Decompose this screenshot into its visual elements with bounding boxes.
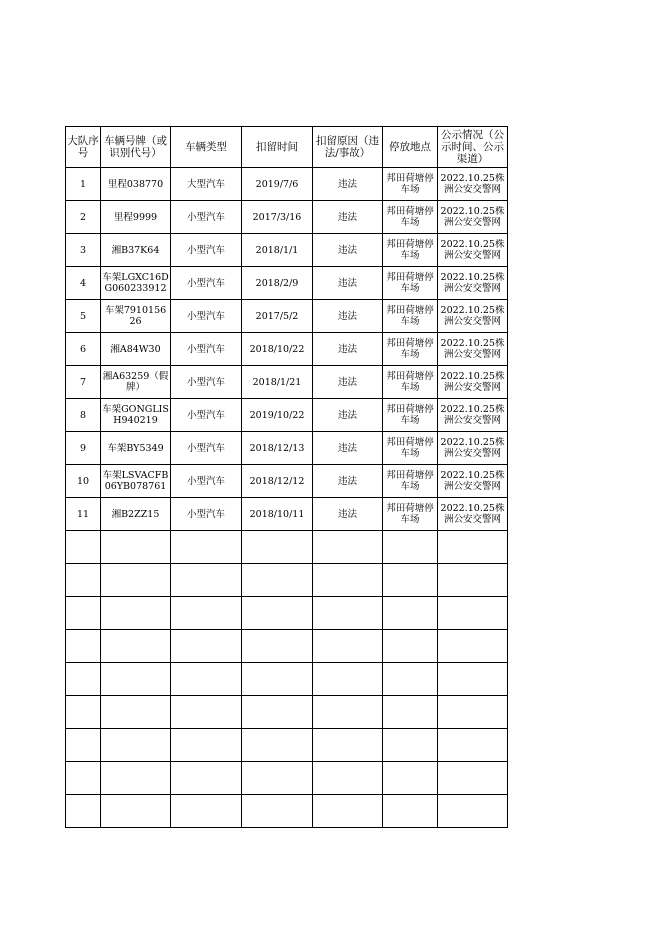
cell-notice[interactable] (438, 267, 508, 300)
empty-cell[interactable] (101, 795, 171, 828)
empty-cell[interactable] (66, 531, 101, 564)
cell-notice-text: 2022.10.25株洲公安交警网 (440, 272, 505, 294)
empty-cell[interactable] (242, 597, 313, 630)
empty-cell[interactable] (438, 630, 508, 663)
empty-cell[interactable] (242, 630, 313, 663)
cell-vehicle-type[interactable]: 小型汽车 (171, 201, 242, 234)
empty-cell[interactable] (313, 795, 383, 828)
cell-plate[interactable] (101, 399, 171, 432)
header-cell-parking-location[interactable]: 停放地点 (383, 127, 438, 168)
empty-cell[interactable] (383, 597, 438, 630)
empty-cell[interactable] (313, 531, 383, 564)
table-row (66, 432, 508, 465)
cell-impound-reason[interactable]: 违法 (313, 465, 383, 498)
cell-plate-text: 里程038770 (107, 178, 164, 190)
cell-impound-reason[interactable]: 违法 (313, 333, 383, 366)
cell-team-no[interactable]: 7 (66, 366, 101, 399)
empty-cell[interactable] (66, 729, 101, 762)
cell-parking-location[interactable]: 邦田荷塘停车场 (383, 366, 438, 399)
cell-team-no[interactable]: 1 (66, 168, 101, 201)
cell-vehicle-type[interactable]: 小型汽车 (171, 300, 242, 333)
cell-impound-time[interactable]: 2018/12/13 (242, 432, 313, 465)
cell-notice[interactable] (438, 366, 508, 399)
cell-impound-reason[interactable]: 违法 (313, 168, 383, 201)
empty-cell[interactable] (101, 729, 171, 762)
cell-vehicle-type[interactable]: 小型汽车 (171, 432, 242, 465)
empty-row (66, 663, 508, 696)
empty-cell[interactable] (313, 663, 383, 696)
empty-cell[interactable] (242, 696, 313, 729)
empty-cell[interactable] (242, 729, 313, 762)
table-row (66, 201, 508, 234)
empty-cell[interactable] (383, 795, 438, 828)
cell-team-no[interactable]: 8 (66, 399, 101, 432)
empty-row (66, 795, 508, 828)
cell-notice-text: 2022.10.25株洲公安交警网 (440, 437, 505, 459)
cell-team-no[interactable]: 10 (66, 465, 101, 498)
empty-cell[interactable] (383, 762, 438, 795)
empty-cell[interactable] (66, 597, 101, 630)
empty-cell[interactable] (171, 663, 242, 696)
header-cell-plate[interactable]: 车辆号牌（或识别代号） (101, 127, 171, 168)
cell-impound-reason[interactable]: 违法 (313, 399, 383, 432)
empty-cell[interactable] (313, 696, 383, 729)
empty-cell[interactable] (66, 564, 101, 597)
cell-parking-location[interactable]: 邦田荷塘停车场 (383, 399, 438, 432)
cell-vehicle-type[interactable]: 小型汽车 (171, 267, 242, 300)
cell-notice[interactable] (438, 300, 508, 333)
empty-cell[interactable] (383, 630, 438, 663)
empty-row (66, 564, 508, 597)
empty-cell[interactable] (313, 597, 383, 630)
cell-notice[interactable] (438, 201, 508, 234)
cell-vehicle-type[interactable]: 小型汽车 (171, 234, 242, 267)
empty-cell[interactable] (242, 795, 313, 828)
empty-cell[interactable] (242, 762, 313, 795)
empty-cell[interactable] (242, 531, 313, 564)
cell-notice-text: 2022.10.25株洲公安交警网 (440, 173, 505, 195)
header-cell-team-no[interactable]: 大队序号 (66, 127, 101, 168)
cell-plate-text: 车架GONGLISH940219 (102, 404, 169, 426)
empty-cell[interactable] (383, 531, 438, 564)
cell-notice-text: 2022.10.25株洲公安交警网 (440, 338, 505, 360)
empty-cell[interactable] (66, 696, 101, 729)
cell-vehicle-type[interactable]: 小型汽车 (171, 465, 242, 498)
cell-plate-text: 车架LSVACFB06YB078761 (102, 470, 169, 492)
cell-team-no[interactable]: 11 (66, 498, 101, 531)
empty-cell[interactable] (438, 729, 508, 762)
cell-team-no[interactable]: 6 (66, 333, 101, 366)
cell-plate-text: 湘A63259（假牌） (102, 371, 169, 393)
cell-notice-text: 2022.10.25株洲公安交警网 (440, 503, 505, 525)
cell-notice-text: 2022.10.25株洲公安交警网 (440, 305, 505, 327)
cell-plate-text: 车架791015626 (104, 305, 167, 327)
cell-team-no[interactable]: 4 (66, 267, 101, 300)
cell-notice[interactable] (438, 234, 508, 267)
table-row (66, 267, 508, 300)
cell-impound-time[interactable]: 2018/10/11 (242, 498, 313, 531)
empty-cell[interactable] (438, 597, 508, 630)
empty-cell[interactable] (101, 696, 171, 729)
empty-cell[interactable] (171, 564, 242, 597)
cell-impound-time[interactable]: 2019/7/6 (242, 168, 313, 201)
empty-cell[interactable] (313, 630, 383, 663)
cell-plate[interactable] (101, 498, 171, 531)
cell-plate[interactable] (101, 267, 171, 300)
header-row (66, 127, 508, 168)
empty-cell[interactable] (101, 597, 171, 630)
cell-impound-reason[interactable]: 违法 (313, 300, 383, 333)
cell-plate-text: 湘B2ZZ15 (111, 508, 160, 520)
empty-row (66, 762, 508, 795)
empty-cell[interactable] (171, 696, 242, 729)
cell-vehicle-type[interactable]: 小型汽车 (171, 399, 242, 432)
header-cell-impound-reason[interactable]: 扣留原因（违法/事故） (313, 127, 383, 168)
empty-cell[interactable] (171, 531, 242, 564)
cell-plate[interactable] (101, 300, 171, 333)
cell-impound-time[interactable]: 2018/2/9 (242, 267, 313, 300)
empty-cell[interactable] (313, 729, 383, 762)
cell-plate[interactable] (101, 366, 171, 399)
table-row (66, 333, 508, 366)
cell-impound-time[interactable]: 2018/12/12 (242, 465, 313, 498)
cell-parking-location[interactable]: 邦田荷塘停车场 (383, 201, 438, 234)
cell-parking-location[interactable]: 邦田荷塘停车场 (383, 267, 438, 300)
cell-notice-text: 2022.10.25株洲公安交警网 (440, 470, 505, 492)
table-row (66, 234, 508, 267)
empty-cell[interactable] (171, 597, 242, 630)
empty-cell[interactable] (313, 762, 383, 795)
empty-cell[interactable] (101, 663, 171, 696)
empty-row (66, 531, 508, 564)
empty-cell[interactable] (171, 729, 242, 762)
impound-vehicle-table (65, 126, 508, 828)
empty-cell[interactable] (383, 729, 438, 762)
empty-cell[interactable] (171, 762, 242, 795)
empty-cell[interactable] (242, 564, 313, 597)
cell-plate-text: 车架BY5349 (107, 442, 164, 454)
cell-notice-text: 2022.10.25株洲公安交警网 (440, 404, 505, 426)
cell-vehicle-type[interactable]: 小型汽车 (171, 498, 242, 531)
empty-cell[interactable] (171, 795, 242, 828)
cell-impound-reason[interactable]: 违法 (313, 267, 383, 300)
cell-team-no[interactable]: 9 (66, 432, 101, 465)
empty-cell[interactable] (383, 564, 438, 597)
cell-impound-time[interactable]: 2018/1/1 (242, 234, 313, 267)
cell-plate[interactable] (101, 333, 171, 366)
cell-team-no[interactable]: 3 (66, 234, 101, 267)
cell-parking-location[interactable]: 邦田荷塘停车场 (383, 234, 438, 267)
cell-vehicle-type[interactable]: 小型汽车 (171, 366, 242, 399)
cell-notice[interactable] (438, 465, 508, 498)
empty-cell[interactable] (101, 762, 171, 795)
table-row (66, 399, 508, 432)
cell-parking-location[interactable]: 邦田荷塘停车场 (383, 465, 438, 498)
cell-parking-location[interactable]: 邦田荷塘停车场 (383, 300, 438, 333)
cell-impound-time[interactable]: 2017/5/2 (242, 300, 313, 333)
cell-team-no[interactable]: 2 (66, 201, 101, 234)
table-body (66, 168, 508, 828)
cell-plate[interactable] (101, 432, 171, 465)
empty-cell[interactable] (438, 531, 508, 564)
cell-parking-location[interactable]: 邦田荷塘停车场 (383, 333, 438, 366)
cell-notice-text: 2022.10.25株洲公安交警网 (440, 371, 505, 393)
empty-cell[interactable] (438, 795, 508, 828)
cell-notice[interactable] (438, 333, 508, 366)
cell-impound-reason[interactable]: 违法 (313, 498, 383, 531)
empty-cell[interactable] (66, 630, 101, 663)
table-row (66, 300, 508, 333)
empty-cell[interactable] (438, 564, 508, 597)
cell-plate-text: 湘A84W30 (110, 343, 161, 355)
cell-impound-reason[interactable]: 违法 (313, 201, 383, 234)
empty-cell[interactable] (101, 630, 171, 663)
header-cell-vehicle-type[interactable]: 车辆类型 (171, 127, 242, 168)
cell-plate-text: 湘B37K64 (111, 244, 160, 256)
cell-parking-location[interactable]: 邦田荷塘停车场 (383, 432, 438, 465)
cell-impound-reason[interactable]: 违法 (313, 432, 383, 465)
empty-cell[interactable] (66, 762, 101, 795)
empty-row (66, 729, 508, 762)
cell-notice[interactable] (438, 498, 508, 531)
cell-vehicle-type[interactable]: 大型汽车 (171, 168, 242, 201)
cell-parking-location[interactable]: 邦田荷塘停车场 (383, 168, 438, 201)
empty-cell[interactable] (101, 564, 171, 597)
header-cell-notice[interactable]: 公示情况（公示时间、公示渠道） (438, 127, 508, 168)
table-row (66, 465, 508, 498)
cell-plate[interactable] (101, 465, 171, 498)
cell-impound-time[interactable]: 2017/3/16 (242, 201, 313, 234)
cell-impound-reason[interactable]: 违法 (313, 234, 383, 267)
empty-cell[interactable] (383, 696, 438, 729)
cell-impound-time[interactable]: 2019/10/22 (242, 399, 313, 432)
cell-plate-text: 车架LGXC16DG060233912 (102, 272, 169, 294)
empty-row (66, 630, 508, 663)
header-cell-impound-time[interactable]: 扣留时间 (242, 127, 313, 168)
cell-notice-text: 2022.10.25株洲公安交警网 (440, 239, 505, 261)
cell-impound-time[interactable]: 2018/10/22 (242, 333, 313, 366)
empty-cell[interactable] (438, 696, 508, 729)
cell-notice[interactable] (438, 168, 508, 201)
cell-plate[interactable] (101, 201, 171, 234)
empty-cell[interactable] (313, 564, 383, 597)
empty-row (66, 696, 508, 729)
cell-plate-text: 里程9999 (113, 211, 158, 223)
empty-cell[interactable] (438, 663, 508, 696)
cell-impound-reason[interactable]: 违法 (313, 366, 383, 399)
cell-impound-time[interactable]: 2018/1/21 (242, 366, 313, 399)
empty-cell[interactable] (383, 663, 438, 696)
table-row (66, 168, 508, 201)
empty-cell[interactable] (101, 531, 171, 564)
cell-plate[interactable] (101, 168, 171, 201)
empty-cell[interactable] (171, 630, 242, 663)
cell-notice-text: 2022.10.25株洲公安交警网 (440, 206, 505, 228)
empty-cell[interactable] (242, 663, 313, 696)
empty-cell[interactable] (438, 762, 508, 795)
empty-cell[interactable] (66, 663, 101, 696)
empty-cell[interactable] (66, 795, 101, 828)
cell-parking-location[interactable]: 邦田荷塘停车场 (383, 498, 438, 531)
table-row (66, 498, 508, 531)
cell-plate[interactable] (101, 234, 171, 267)
table-row (66, 366, 508, 399)
cell-team-no[interactable]: 5 (66, 300, 101, 333)
cell-vehicle-type[interactable]: 小型汽车 (171, 333, 242, 366)
cell-notice[interactable] (438, 399, 508, 432)
cell-notice[interactable] (438, 432, 508, 465)
empty-row (66, 597, 508, 630)
